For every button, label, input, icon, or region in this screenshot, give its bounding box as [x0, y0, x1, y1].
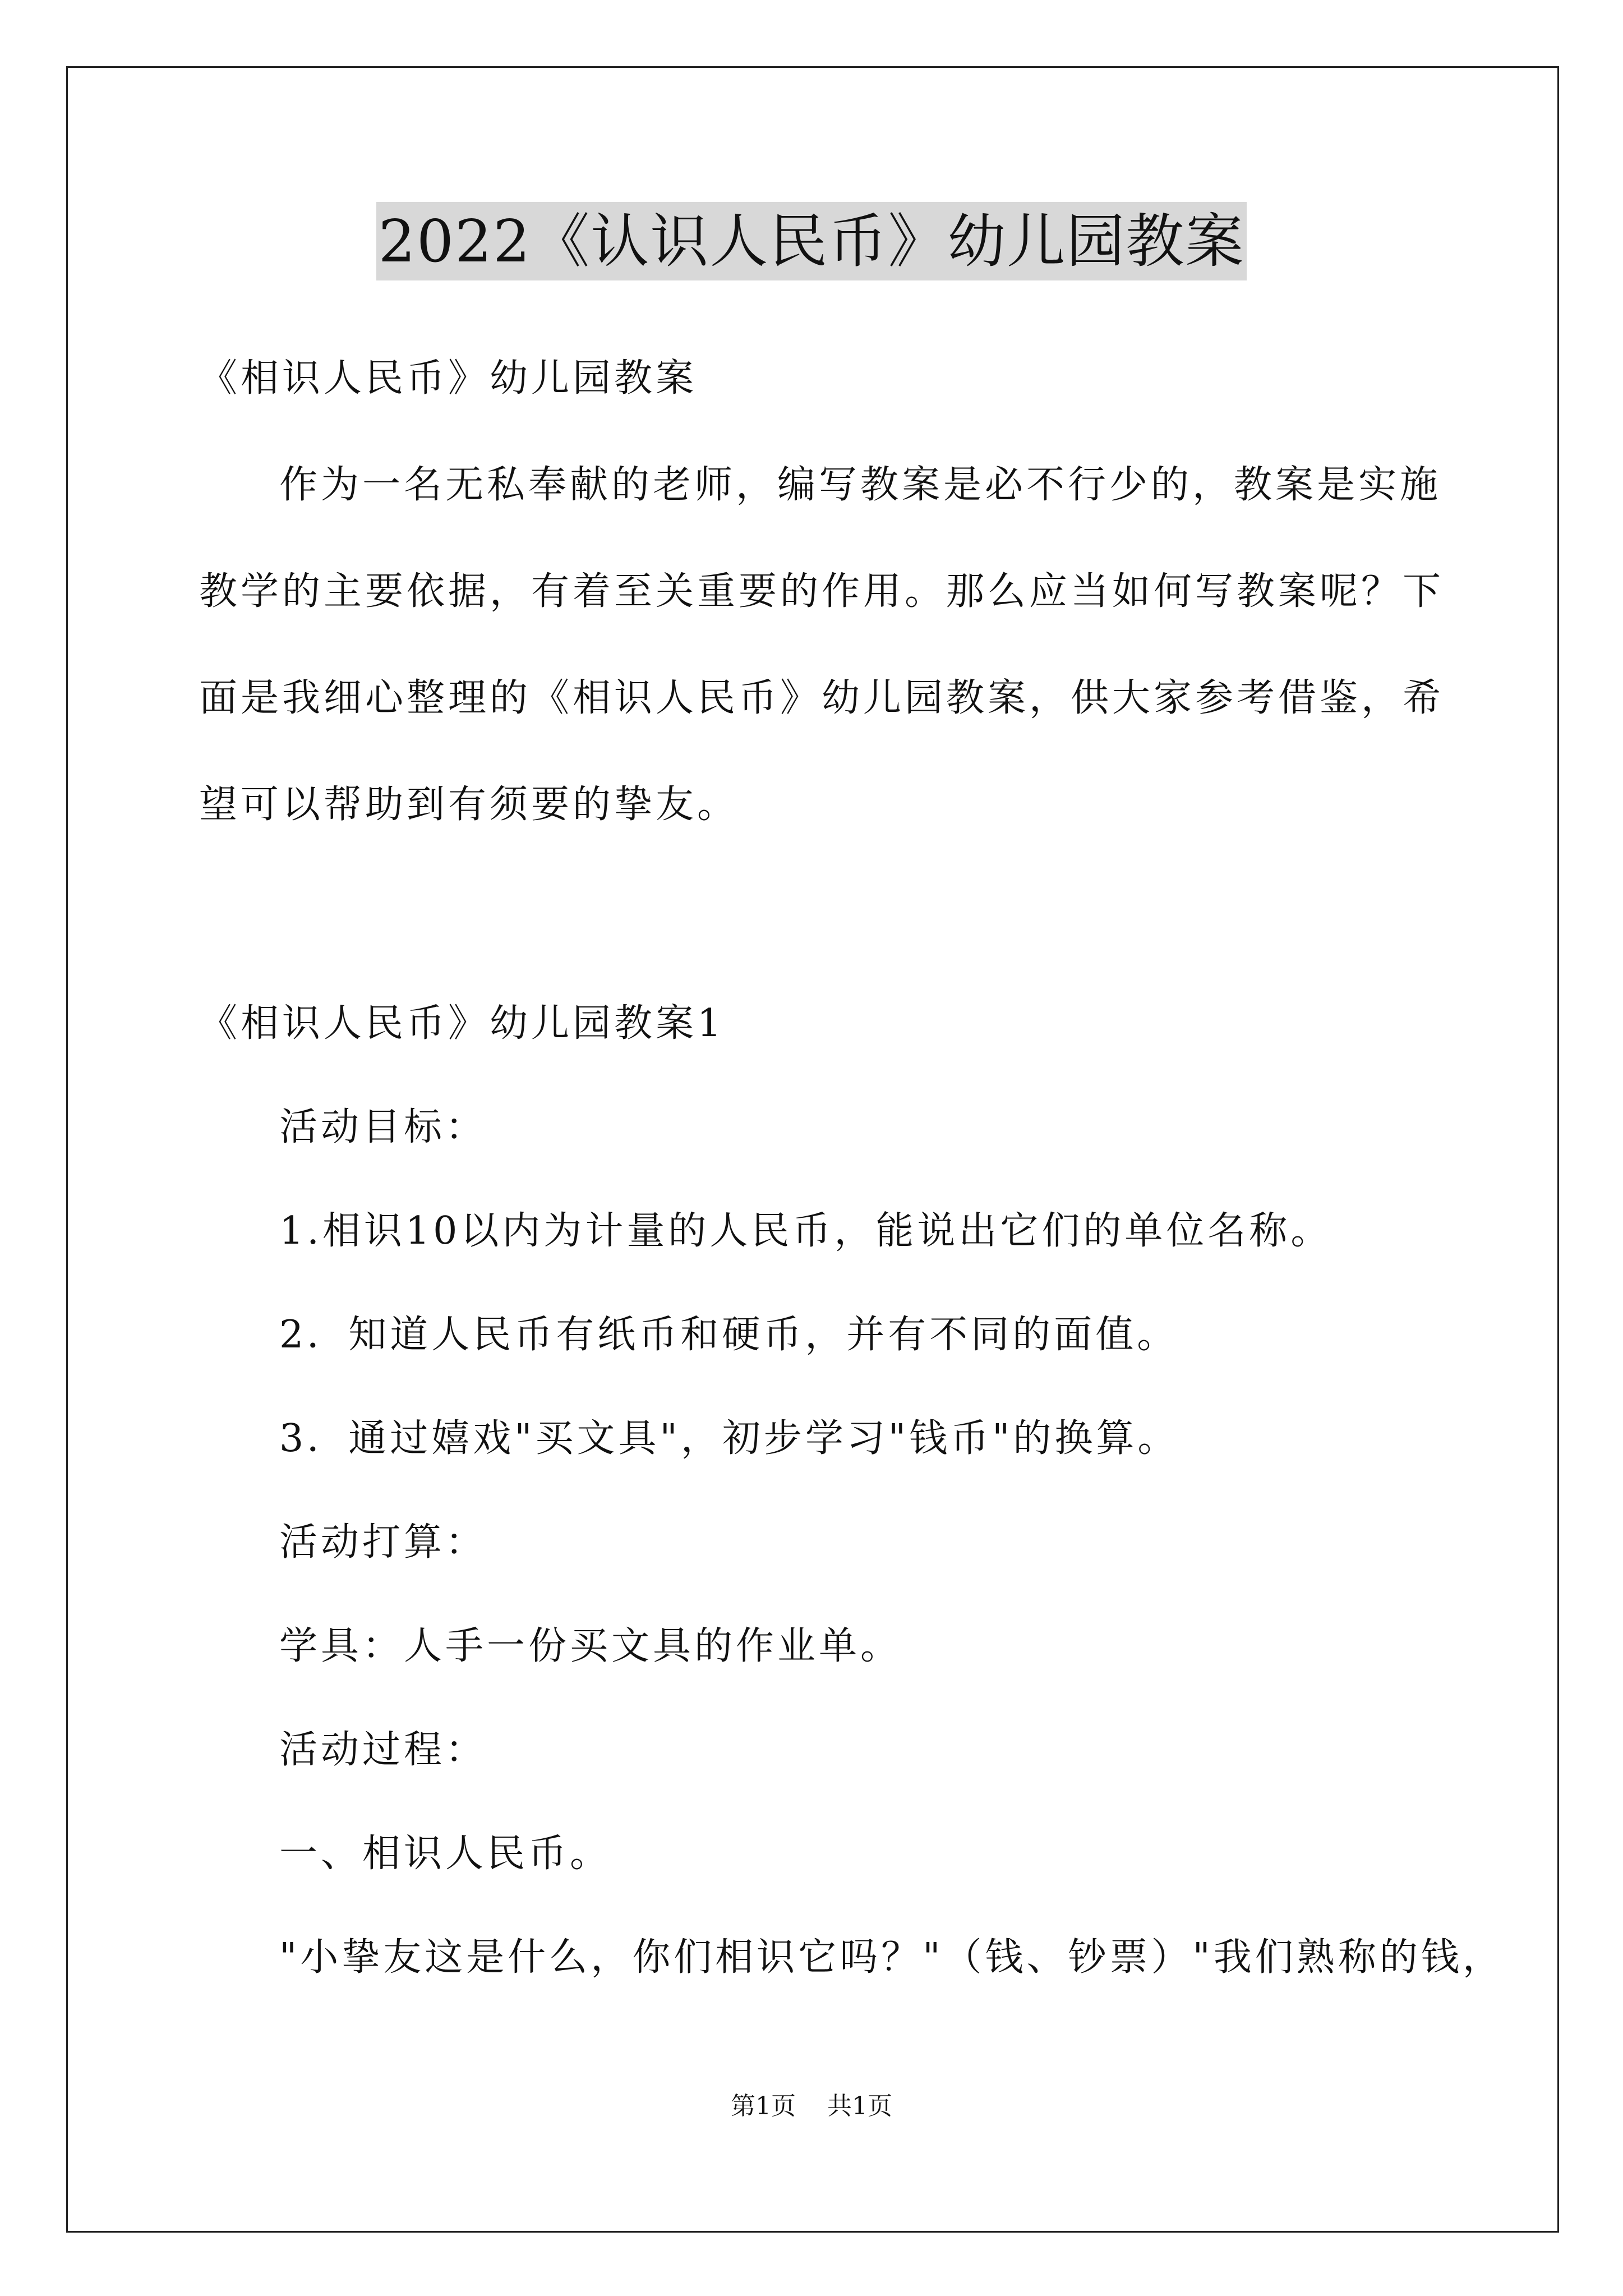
intro-line-4: 望可以帮助到有须要的挚友。	[199, 783, 739, 827]
step-one: 一、相识人民币。	[279, 1832, 612, 1876]
process-label: 活动过程：	[279, 1728, 487, 1772]
title-container	[0, 202, 1623, 280]
dialogue-line: "小挚友这是什么，你们相识它吗？"（钱、钞票）"我们熟称的钱，	[279, 1935, 1504, 1980]
intro-line-2: 教学的主要依据，有着至关重要的作用。那么应当如何写教案呢？下	[199, 569, 1445, 614]
goals-label: 活动目标：	[279, 1105, 487, 1149]
goal-item-1: 1.相识10以内为计量的人民币，能说出它们的单位名称。	[279, 1209, 1332, 1253]
prep-text: 学具：人手一份买文具的作业单。	[279, 1624, 902, 1668]
goal-item-3: 3．通过嬉戏"买文具"，初步学习"钱币"的换算。	[279, 1416, 1179, 1461]
intro-line-3: 面是我细心整理的《相识人民币》幼儿园教案，供大家参考借鉴，希	[199, 676, 1445, 720]
section-heading: 《相识人民币》幼儿园教案1	[199, 1001, 725, 1046]
subtitle: 《相识人民币》幼儿园教案	[199, 356, 698, 401]
prep-label: 活动打算：	[279, 1520, 487, 1565]
document-title: 2022《认识人民币》幼儿园教案	[376, 202, 1247, 280]
intro-line-1: 作为一名无私奉献的老师，编写教案是必不行少的，教案是实施	[279, 463, 1442, 507]
goal-item-2: 2．知道人民币有纸币和硬币，并有不同的面值。	[279, 1313, 1179, 1357]
page-footer: 第1页 共1页	[731, 2092, 892, 2120]
